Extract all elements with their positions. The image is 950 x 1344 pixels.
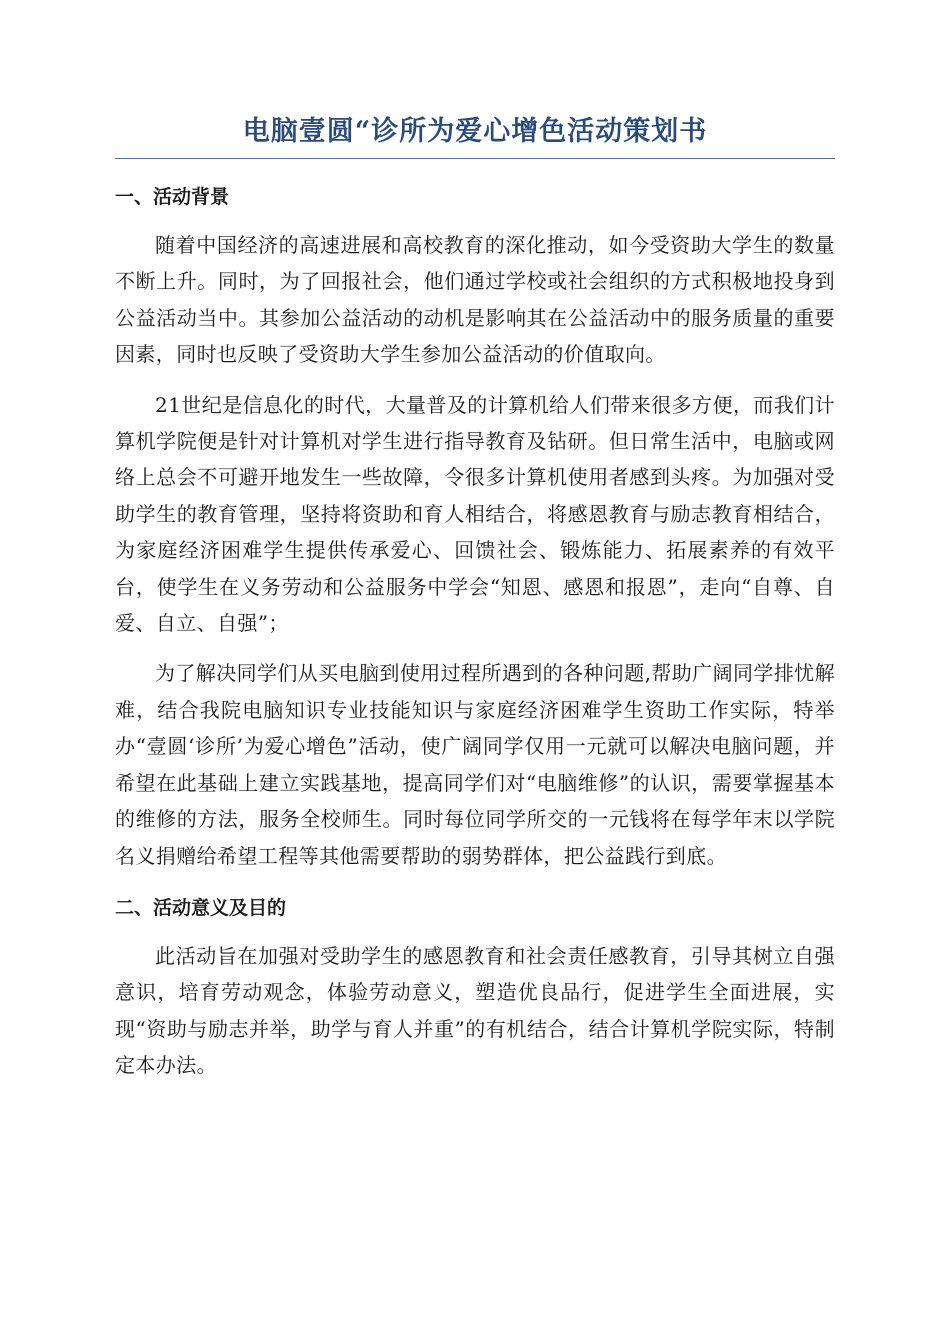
section-background bbox=[115, 177, 835, 874]
section-heading: 二、活动意义及目的 bbox=[115, 896, 287, 919]
paragraph: 21世纪是信息化的时代，大量普及的计算机给人们带来很多方便，而我们计算机学院便是针对计算机对学生进行指导教育及钻研。但日常生活中，电脑或网络上总会不可避开地发生一些故障，令很多计算机使用者感到头疼。为加强对受助学生的教育管理，坚持将资助和育人相结合，将感恩教育与励志教育相结合，为家庭经济困难学生提供传承爱心、回馈社会、锻炼能力、拓展素养的有效平台，使学生在义务劳动和公益服务中学会“知恩、感恩和报恩”，走向“自尊、自爱、自立、自强”； bbox=[115, 392, 835, 636]
section-purpose bbox=[115, 888, 835, 1084]
paragraph: 为了解决同学们从买电脑到使用过程所遇到的各种问题,帮助广阔同学排忧解难，结合我院电脑知识专业技能知识与家庭经济困难学生资助工作实际，特举办“壹圆‘诊所’为爱心增色”活动，使广阔同学仅用一元就可以解决电脑问题，并希望在此基础上建立实践基地，提高同学们对“电脑维修”的认识，需要掌握基本的维修的方法，服务全校师生。同时每位同学所交的一元钱将在每学年末以学院名义捐赠给希望工程等其他需要帮助的弱势群体，把公益践行到底。 bbox=[115, 661, 835, 868]
section-heading: 一、活动背景 bbox=[115, 186, 230, 208]
document-page bbox=[115, 110, 835, 1098]
document-title: 电脑壹圆“诊所为爱心增色活动策划书 bbox=[115, 110, 835, 159]
paragraph: 此活动旨在加强对受助学生的感恩教育和社会责任感教育，引导其树立自强意识，培育劳动观念，体验劳动意义，塑造优良品行，促进学生全面进展，实现“资助与励志并举，助学与育人并重”的有机结合，结合计算机学院实际，特制定本办法。 bbox=[115, 943, 835, 1078]
paragraph: 随着中国经济的高速进展和高校教育的深化推动，如今受资助大学生的数量不断上升。同时，为了回报社会，他们通过学校或社会组织的方式积极地投身到公益活动当中。其参加公益活动的动机是影响其在公益活动中的服务质量的重要因素，同时也反映了受资助大学生参加公益活动的价值取向。 bbox=[115, 233, 835, 367]
